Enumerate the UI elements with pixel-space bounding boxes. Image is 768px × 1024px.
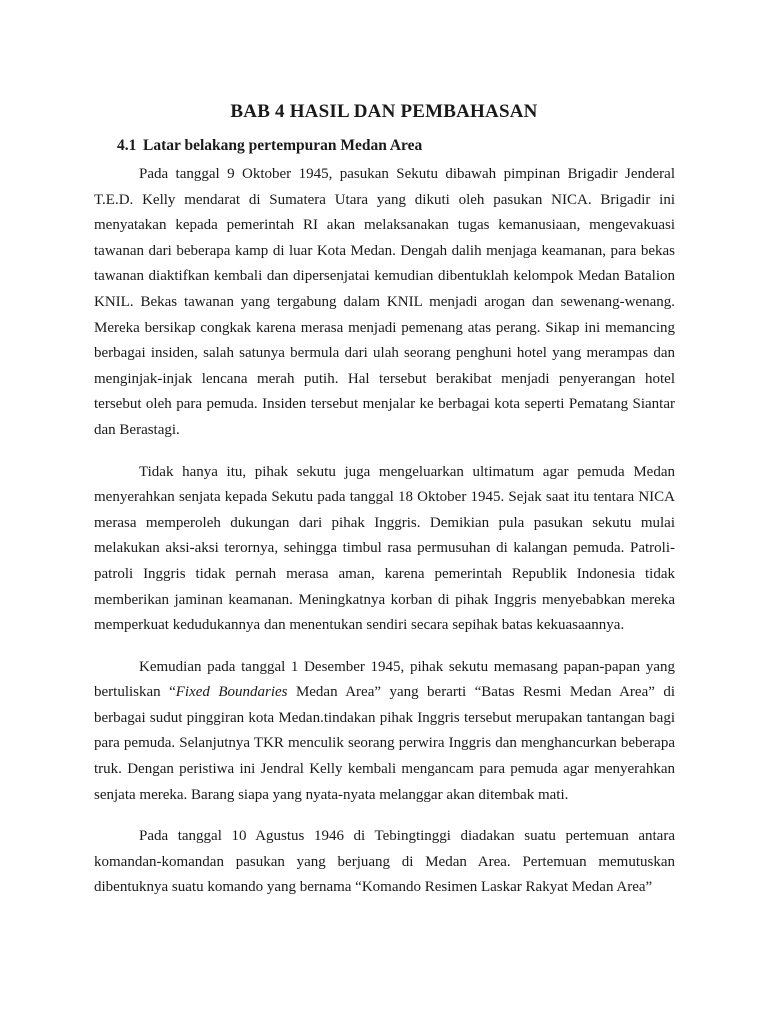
section-title: Latar belakang pertempuran Medan Area [143, 137, 423, 154]
paragraph-3-text-a: Kemudian pada tanggal 1 Desember 1945, pihak sekutu memasang papan-papan yang bertuliskan “ [94, 658, 675, 701]
section-number: 4.1 [117, 137, 137, 154]
section-heading [117, 137, 422, 155]
paragraph-1: Pada tanggal 9 Oktober 1945, pasukan Sekutu dibawah pimpinan Brigadir Jenderal T.E.D. Kelly mendarat di Sumatera Utara yang dikuti oleh pasukan NICA. Brigadir ini menyatakan kepada pemerintah RI akan melaksanakan tugas kemanusiaan, mengevakuasi tawanan dari beberapa kamp di luar Kota Medan. Dengah dalih menjaga keamanan, para bekas tawanan diaktifkan kembali dan dipersenjatai kemudian dibentuklah kelompok Medan Batalion KNIL. Bekas tawanan yang tergabung dalam KNIL menjadi arogan dan sewenang-wenang. Mereka bersikap congkak karena merasa menjadi pemenang atas perang. Sikap ini memancing berbagai insiden, salah satunya bermula dari ulah seorang penghuni hotel yang merampas dan menginjak-injak lencana merah putih. Hal tersebut berakibat menjadi penyerangan hotel tersebut oleh para pemuda. Insiden tersebut menjalar ke berbagai kota seperti Pematang Siantar dan Berastagi. [94, 166, 675, 438]
body-text [94, 162, 675, 917]
paragraph-4: Pada tanggal 10 Agustus 1946 di Tebingtinggi diadakan suatu pertemuan antara komandan-komandan pasukan yang berjuang di Medan Area. Pertemuan memutuskan dibentuknya suatu komando yang bernama “Komando Resimen Laskar Rakyat Medan Area” [94, 828, 675, 896]
paragraph-3 [94, 655, 675, 809]
chapter-title: BAB 4 HASIL DAN PEMBAHASAN [230, 101, 538, 122]
paragraph-3-text-b: Medan Area” yang berarti “Batas Resmi Medan Area” di berbagai sudut pinggiran kota Medan.tindakan pihak Inggris tersebut merupakan tantangan bagi para pemuda. Selanjutnya TKR menculik seorang perwira Inggris dan menghancurkan beberapa truk. Dengan peristiwa ini Jendral Kelly kembali mengancam para pemuda agar menyerahkan senjata mereka. Barang siapa yang nyata-nyata melanggar akan ditembak mati. [94, 684, 675, 803]
paragraph-3-italic: Fixed Boundaries [175, 684, 288, 701]
paragraph-2: Tidak hanya itu, pihak sekutu juga mengeluarkan ultimatum agar pemuda Medan menyerahkan senjata kepada Sekutu pada tanggal 18 Oktober 1945. Sejak saat itu tentara NICA merasa memperoleh dukungan dari pihak Inggris. Demikian pula pasukan sekutu mulai melakukan aksi-aksi terornya, sehingga timbul rasa permusuhan di kalangan pemuda. Patroli-patroli Inggris tidak pernah merasa aman, karena pemerintah Republik Indonesia tidak memberikan jaminan keamanan. Meningkatnya korban di pihak Inggris menyebabkan mereka memperkuat kedudukannya dan menentukan sendiri secara sepihak batas kekuasaannya. [94, 463, 675, 634]
